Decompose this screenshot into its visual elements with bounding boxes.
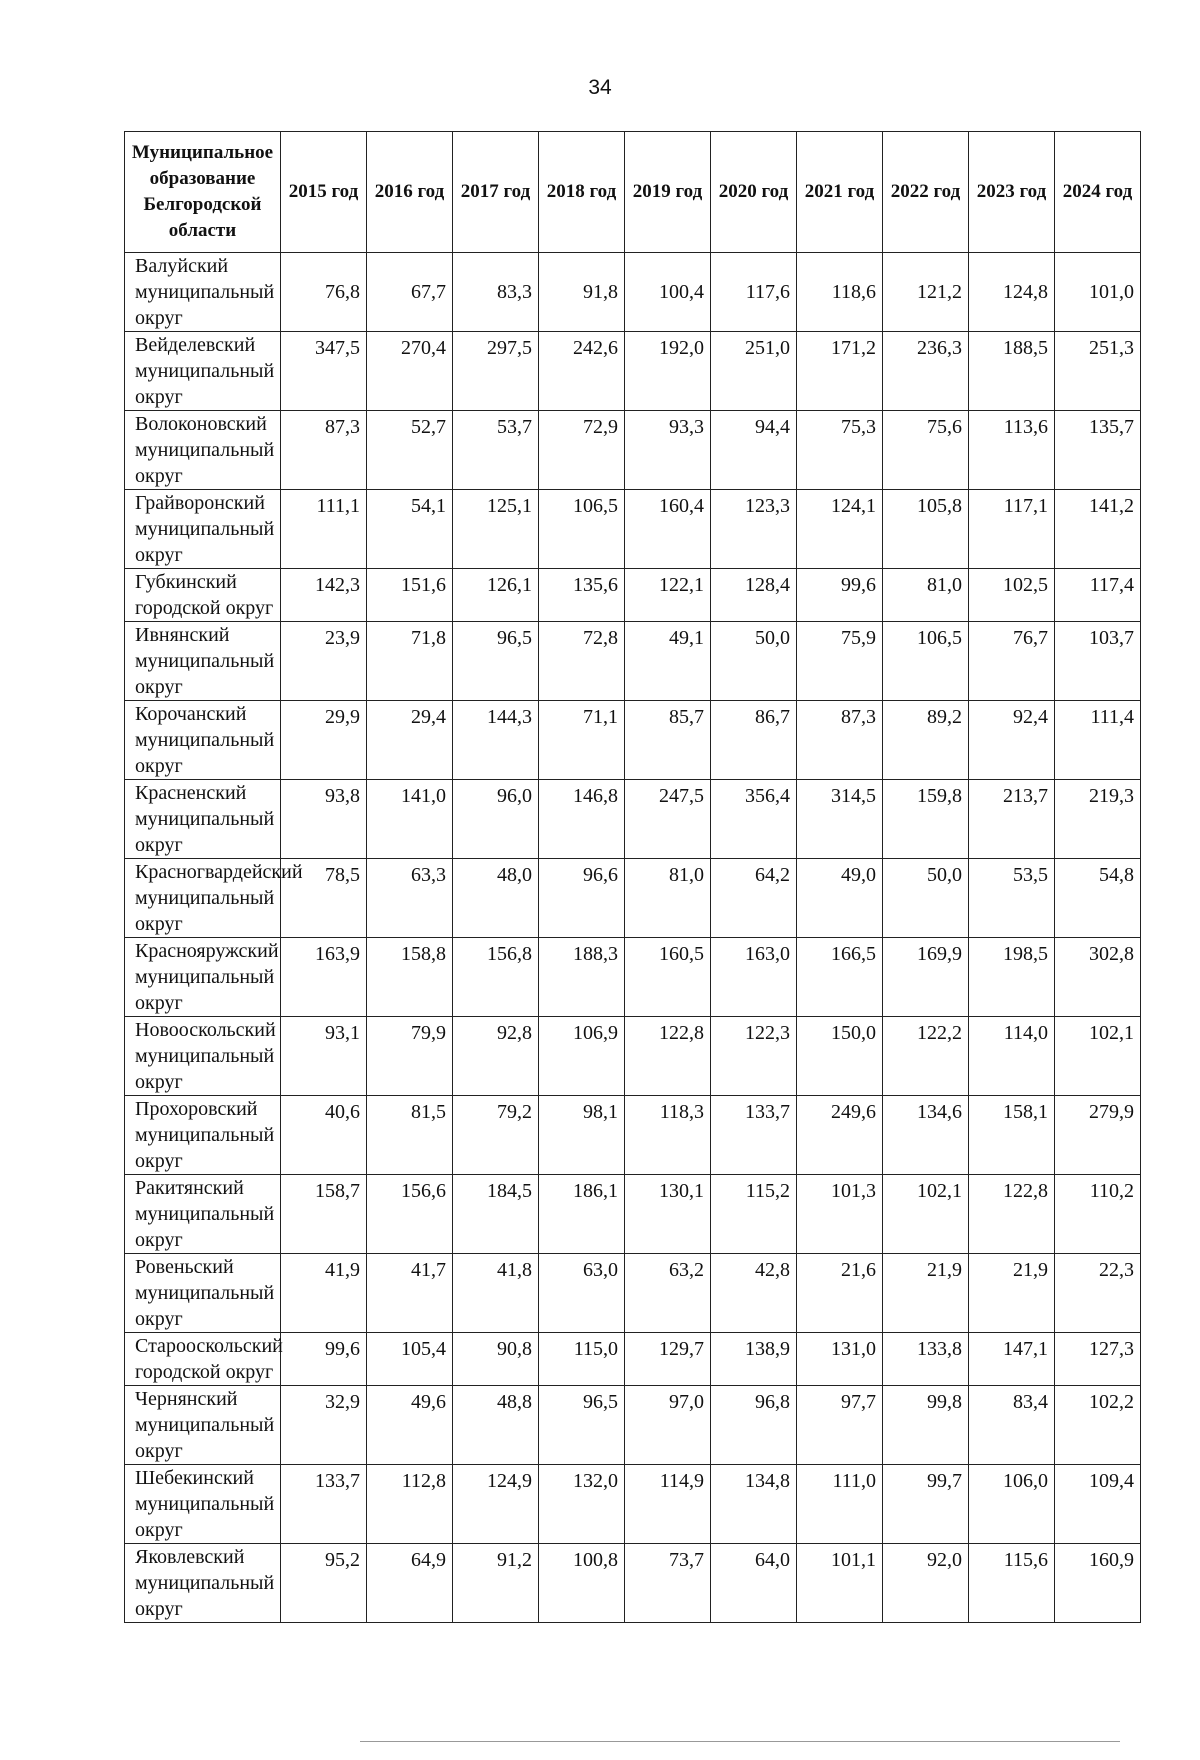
value-cell: 297,5 — [453, 332, 539, 411]
municipality-name: Прохоровский муниципальный округ — [125, 1096, 281, 1175]
value-cell: 48,0 — [453, 859, 539, 938]
value-cell: 79,2 — [453, 1096, 539, 1175]
table-row — [125, 859, 1141, 938]
table-row — [125, 701, 1141, 780]
municipality-name: Губкинский городской округ — [125, 569, 281, 622]
value-cell: 87,3 — [281, 411, 367, 490]
municipality-name: Грайворонский муниципальный округ — [125, 490, 281, 569]
table-row — [125, 622, 1141, 701]
value-cell: 63,0 — [539, 1254, 625, 1333]
header-year: 2015 год — [281, 132, 367, 253]
value-cell: 21,6 — [797, 1254, 883, 1333]
value-cell: 98,1 — [539, 1096, 625, 1175]
value-cell: 128,4 — [711, 569, 797, 622]
value-cell: 81,5 — [367, 1096, 453, 1175]
table-row — [125, 1386, 1141, 1465]
value-cell: 135,6 — [539, 569, 625, 622]
value-cell: 110,2 — [1055, 1175, 1141, 1254]
value-cell: 64,0 — [711, 1544, 797, 1623]
value-cell: 29,9 — [281, 701, 367, 780]
value-cell: 63,3 — [367, 859, 453, 938]
value-cell: 219,3 — [1055, 780, 1141, 859]
page-number: 34 — [588, 76, 612, 99]
table-row — [125, 253, 1141, 332]
value-cell: 146,8 — [539, 780, 625, 859]
value-cell: 101,1 — [797, 1544, 883, 1623]
value-cell: 93,1 — [281, 1017, 367, 1096]
value-cell: 251,0 — [711, 332, 797, 411]
value-cell: 106,0 — [969, 1465, 1055, 1544]
value-cell: 29,4 — [367, 701, 453, 780]
value-cell: 188,5 — [969, 332, 1055, 411]
value-cell: 111,0 — [797, 1465, 883, 1544]
value-cell: 75,3 — [797, 411, 883, 490]
municipality-name: Чернянский муниципальный округ — [125, 1386, 281, 1465]
value-cell: 124,8 — [969, 253, 1055, 332]
value-cell: 94,4 — [711, 411, 797, 490]
value-cell: 50,0 — [711, 622, 797, 701]
value-cell: 158,1 — [969, 1096, 1055, 1175]
municipality-name: Красногвардейский муниципальный округ — [125, 859, 281, 938]
header-year: 2018 год — [539, 132, 625, 253]
municipality-name: Шебекинский муниципальный округ — [125, 1465, 281, 1544]
table-row — [125, 1254, 1141, 1333]
value-cell: 158,7 — [281, 1175, 367, 1254]
value-cell: 112,8 — [367, 1465, 453, 1544]
value-cell: 118,3 — [625, 1096, 711, 1175]
value-cell: 270,4 — [367, 332, 453, 411]
value-cell: 249,6 — [797, 1096, 883, 1175]
value-cell: 242,6 — [539, 332, 625, 411]
table-row — [125, 1017, 1141, 1096]
value-cell: 184,5 — [453, 1175, 539, 1254]
value-cell: 96,8 — [711, 1386, 797, 1465]
table-row — [125, 1175, 1141, 1254]
value-cell: 93,3 — [625, 411, 711, 490]
value-cell: 114,9 — [625, 1465, 711, 1544]
value-cell: 101,3 — [797, 1175, 883, 1254]
value-cell: 72,9 — [539, 411, 625, 490]
value-cell: 198,5 — [969, 938, 1055, 1017]
value-cell: 83,4 — [969, 1386, 1055, 1465]
value-cell: 53,5 — [969, 859, 1055, 938]
value-cell: 54,8 — [1055, 859, 1141, 938]
value-cell: 93,8 — [281, 780, 367, 859]
value-cell: 99,8 — [883, 1386, 969, 1465]
table-row — [125, 1465, 1141, 1544]
value-cell: 147,1 — [969, 1333, 1055, 1386]
value-cell: 101,0 — [1055, 253, 1141, 332]
value-cell: 115,6 — [969, 1544, 1055, 1623]
value-cell: 156,8 — [453, 938, 539, 1017]
value-cell: 141,2 — [1055, 490, 1141, 569]
value-cell: 163,0 — [711, 938, 797, 1017]
value-cell: 102,2 — [1055, 1386, 1141, 1465]
value-cell: 96,5 — [453, 622, 539, 701]
value-cell: 92,0 — [883, 1544, 969, 1623]
value-cell: 67,7 — [367, 253, 453, 332]
value-cell: 115,0 — [539, 1333, 625, 1386]
value-cell: 102,1 — [883, 1175, 969, 1254]
value-cell: 54,1 — [367, 490, 453, 569]
value-cell: 22,3 — [1055, 1254, 1141, 1333]
value-cell: 71,8 — [367, 622, 453, 701]
value-cell: 21,9 — [883, 1254, 969, 1333]
value-cell: 100,8 — [539, 1544, 625, 1623]
header-year: 2024 год — [1055, 132, 1141, 253]
value-cell: 158,8 — [367, 938, 453, 1017]
value-cell: 151,6 — [367, 569, 453, 622]
value-cell: 192,0 — [625, 332, 711, 411]
value-cell: 123,3 — [711, 490, 797, 569]
value-cell: 159,8 — [883, 780, 969, 859]
value-cell: 166,5 — [797, 938, 883, 1017]
table-row — [125, 1096, 1141, 1175]
value-cell: 92,4 — [969, 701, 1055, 780]
value-cell: 186,1 — [539, 1175, 625, 1254]
value-cell: 40,6 — [281, 1096, 367, 1175]
value-cell: 156,6 — [367, 1175, 453, 1254]
value-cell: 97,7 — [797, 1386, 883, 1465]
value-cell: 115,2 — [711, 1175, 797, 1254]
value-cell: 160,4 — [625, 490, 711, 569]
value-cell: 133,8 — [883, 1333, 969, 1386]
value-cell: 86,7 — [711, 701, 797, 780]
header-row — [125, 132, 1141, 253]
municipality-name: Ивнянский муниципальный округ — [125, 622, 281, 701]
value-cell: 96,5 — [539, 1386, 625, 1465]
value-cell: 163,9 — [281, 938, 367, 1017]
value-cell: 79,9 — [367, 1017, 453, 1096]
value-cell: 89,2 — [883, 701, 969, 780]
header-municipality: Муниципальное образование Белгородской области — [125, 132, 281, 253]
value-cell: 160,9 — [1055, 1544, 1141, 1623]
value-cell: 49,0 — [797, 859, 883, 938]
table-row — [125, 1333, 1141, 1386]
value-cell: 64,9 — [367, 1544, 453, 1623]
value-cell: 144,3 — [453, 701, 539, 780]
value-cell: 109,4 — [1055, 1465, 1141, 1544]
value-cell: 92,8 — [453, 1017, 539, 1096]
value-cell: 188,3 — [539, 938, 625, 1017]
value-cell: 117,4 — [1055, 569, 1141, 622]
value-cell: 134,8 — [711, 1465, 797, 1544]
municipality-name: Ракитянский муниципальный округ — [125, 1175, 281, 1254]
value-cell: 99,6 — [797, 569, 883, 622]
value-cell: 21,9 — [969, 1254, 1055, 1333]
municipality-name: Валуйский муниципальный округ — [125, 253, 281, 332]
value-cell: 142,3 — [281, 569, 367, 622]
value-cell: 122,8 — [625, 1017, 711, 1096]
value-cell: 91,2 — [453, 1544, 539, 1623]
value-cell: 63,2 — [625, 1254, 711, 1333]
header-year: 2020 год — [711, 132, 797, 253]
value-cell: 213,7 — [969, 780, 1055, 859]
header-year: 2019 год — [625, 132, 711, 253]
value-cell: 71,1 — [539, 701, 625, 780]
value-cell: 251,3 — [1055, 332, 1141, 411]
value-cell: 95,2 — [281, 1544, 367, 1623]
table-row — [125, 332, 1141, 411]
value-cell: 134,6 — [883, 1096, 969, 1175]
value-cell: 122,8 — [969, 1175, 1055, 1254]
municipality-name: Яковлевский муниципальный округ — [125, 1544, 281, 1623]
value-cell: 302,8 — [1055, 938, 1141, 1017]
header-year: 2016 год — [367, 132, 453, 253]
value-cell: 99,6 — [281, 1333, 367, 1386]
municipality-name: Волоконовский муниципальный округ — [125, 411, 281, 490]
value-cell: 23,9 — [281, 622, 367, 701]
table-row — [125, 569, 1141, 622]
value-cell: 96,0 — [453, 780, 539, 859]
value-cell: 41,7 — [367, 1254, 453, 1333]
municipality-name: Красненский муниципальный округ — [125, 780, 281, 859]
value-cell: 118,6 — [797, 253, 883, 332]
value-cell: 91,8 — [539, 253, 625, 332]
value-cell: 121,2 — [883, 253, 969, 332]
value-cell: 41,9 — [281, 1254, 367, 1333]
municipality-name: Ровеньский муниципальный округ — [125, 1254, 281, 1333]
municipality-name: Вейделевский муниципальный округ — [125, 332, 281, 411]
municipality-name: Старооскольский городской округ — [125, 1333, 281, 1386]
value-cell: 111,1 — [281, 490, 367, 569]
value-cell: 81,0 — [883, 569, 969, 622]
value-cell: 171,2 — [797, 332, 883, 411]
value-cell: 150,0 — [797, 1017, 883, 1096]
table-row — [125, 938, 1141, 1017]
table-row — [125, 490, 1141, 569]
value-cell: 75,9 — [797, 622, 883, 701]
value-cell: 90,8 — [453, 1333, 539, 1386]
value-cell: 78,5 — [281, 859, 367, 938]
value-cell: 122,3 — [711, 1017, 797, 1096]
value-cell: 85,7 — [625, 701, 711, 780]
value-cell: 129,7 — [625, 1333, 711, 1386]
value-cell: 133,7 — [711, 1096, 797, 1175]
value-cell: 169,9 — [883, 938, 969, 1017]
value-cell: 133,7 — [281, 1465, 367, 1544]
value-cell: 236,3 — [883, 332, 969, 411]
value-cell: 131,0 — [797, 1333, 883, 1386]
header-year: 2022 год — [883, 132, 969, 253]
value-cell: 83,3 — [453, 253, 539, 332]
value-cell: 102,1 — [1055, 1017, 1141, 1096]
value-cell: 117,6 — [711, 253, 797, 332]
value-cell: 50,0 — [883, 859, 969, 938]
value-cell: 113,6 — [969, 411, 1055, 490]
value-cell: 103,7 — [1055, 622, 1141, 701]
value-cell: 102,5 — [969, 569, 1055, 622]
value-cell: 347,5 — [281, 332, 367, 411]
footer-divider — [360, 1741, 1120, 1742]
value-cell: 76,8 — [281, 253, 367, 332]
municipality-name: Краснояружский муниципальный округ — [125, 938, 281, 1017]
value-cell: 279,9 — [1055, 1096, 1141, 1175]
value-cell: 76,7 — [969, 622, 1055, 701]
value-cell: 53,7 — [453, 411, 539, 490]
value-cell: 42,8 — [711, 1254, 797, 1333]
value-cell: 105,4 — [367, 1333, 453, 1386]
value-cell: 141,0 — [367, 780, 453, 859]
table-header — [125, 132, 1141, 253]
statistics-table — [124, 131, 1141, 1623]
value-cell: 81,0 — [625, 859, 711, 938]
value-cell: 114,0 — [969, 1017, 1055, 1096]
value-cell: 99,7 — [883, 1465, 969, 1544]
value-cell: 314,5 — [797, 780, 883, 859]
header-year: 2023 год — [969, 132, 1055, 253]
value-cell: 160,5 — [625, 938, 711, 1017]
value-cell: 100,4 — [625, 253, 711, 332]
value-cell: 122,2 — [883, 1017, 969, 1096]
table-row — [125, 1544, 1141, 1623]
value-cell: 97,0 — [625, 1386, 711, 1465]
value-cell: 122,1 — [625, 569, 711, 622]
value-cell: 247,5 — [625, 780, 711, 859]
value-cell: 41,8 — [453, 1254, 539, 1333]
value-cell: 73,7 — [625, 1544, 711, 1623]
value-cell: 49,1 — [625, 622, 711, 701]
table-body — [125, 253, 1141, 1623]
value-cell: 105,8 — [883, 490, 969, 569]
header-year: 2017 год — [453, 132, 539, 253]
municipality-name: Новооскольский муниципальный округ — [125, 1017, 281, 1096]
value-cell: 117,1 — [969, 490, 1055, 569]
value-cell: 72,8 — [539, 622, 625, 701]
value-cell: 52,7 — [367, 411, 453, 490]
table-row — [125, 411, 1141, 490]
table-row — [125, 780, 1141, 859]
value-cell: 96,6 — [539, 859, 625, 938]
value-cell: 132,0 — [539, 1465, 625, 1544]
value-cell: 106,5 — [883, 622, 969, 701]
value-cell: 130,1 — [625, 1175, 711, 1254]
value-cell: 138,9 — [711, 1333, 797, 1386]
value-cell: 125,1 — [453, 490, 539, 569]
value-cell: 106,5 — [539, 490, 625, 569]
value-cell: 124,1 — [797, 490, 883, 569]
header-year: 2021 год — [797, 132, 883, 253]
value-cell: 127,3 — [1055, 1333, 1141, 1386]
value-cell: 48,8 — [453, 1386, 539, 1465]
value-cell: 87,3 — [797, 701, 883, 780]
value-cell: 124,9 — [453, 1465, 539, 1544]
value-cell: 75,6 — [883, 411, 969, 490]
value-cell: 356,4 — [711, 780, 797, 859]
value-cell: 135,7 — [1055, 411, 1141, 490]
value-cell: 49,6 — [367, 1386, 453, 1465]
municipality-name: Корочанский муниципальный округ — [125, 701, 281, 780]
value-cell: 32,9 — [281, 1386, 367, 1465]
value-cell: 64,2 — [711, 859, 797, 938]
value-cell: 106,9 — [539, 1017, 625, 1096]
value-cell: 126,1 — [453, 569, 539, 622]
value-cell: 111,4 — [1055, 701, 1141, 780]
